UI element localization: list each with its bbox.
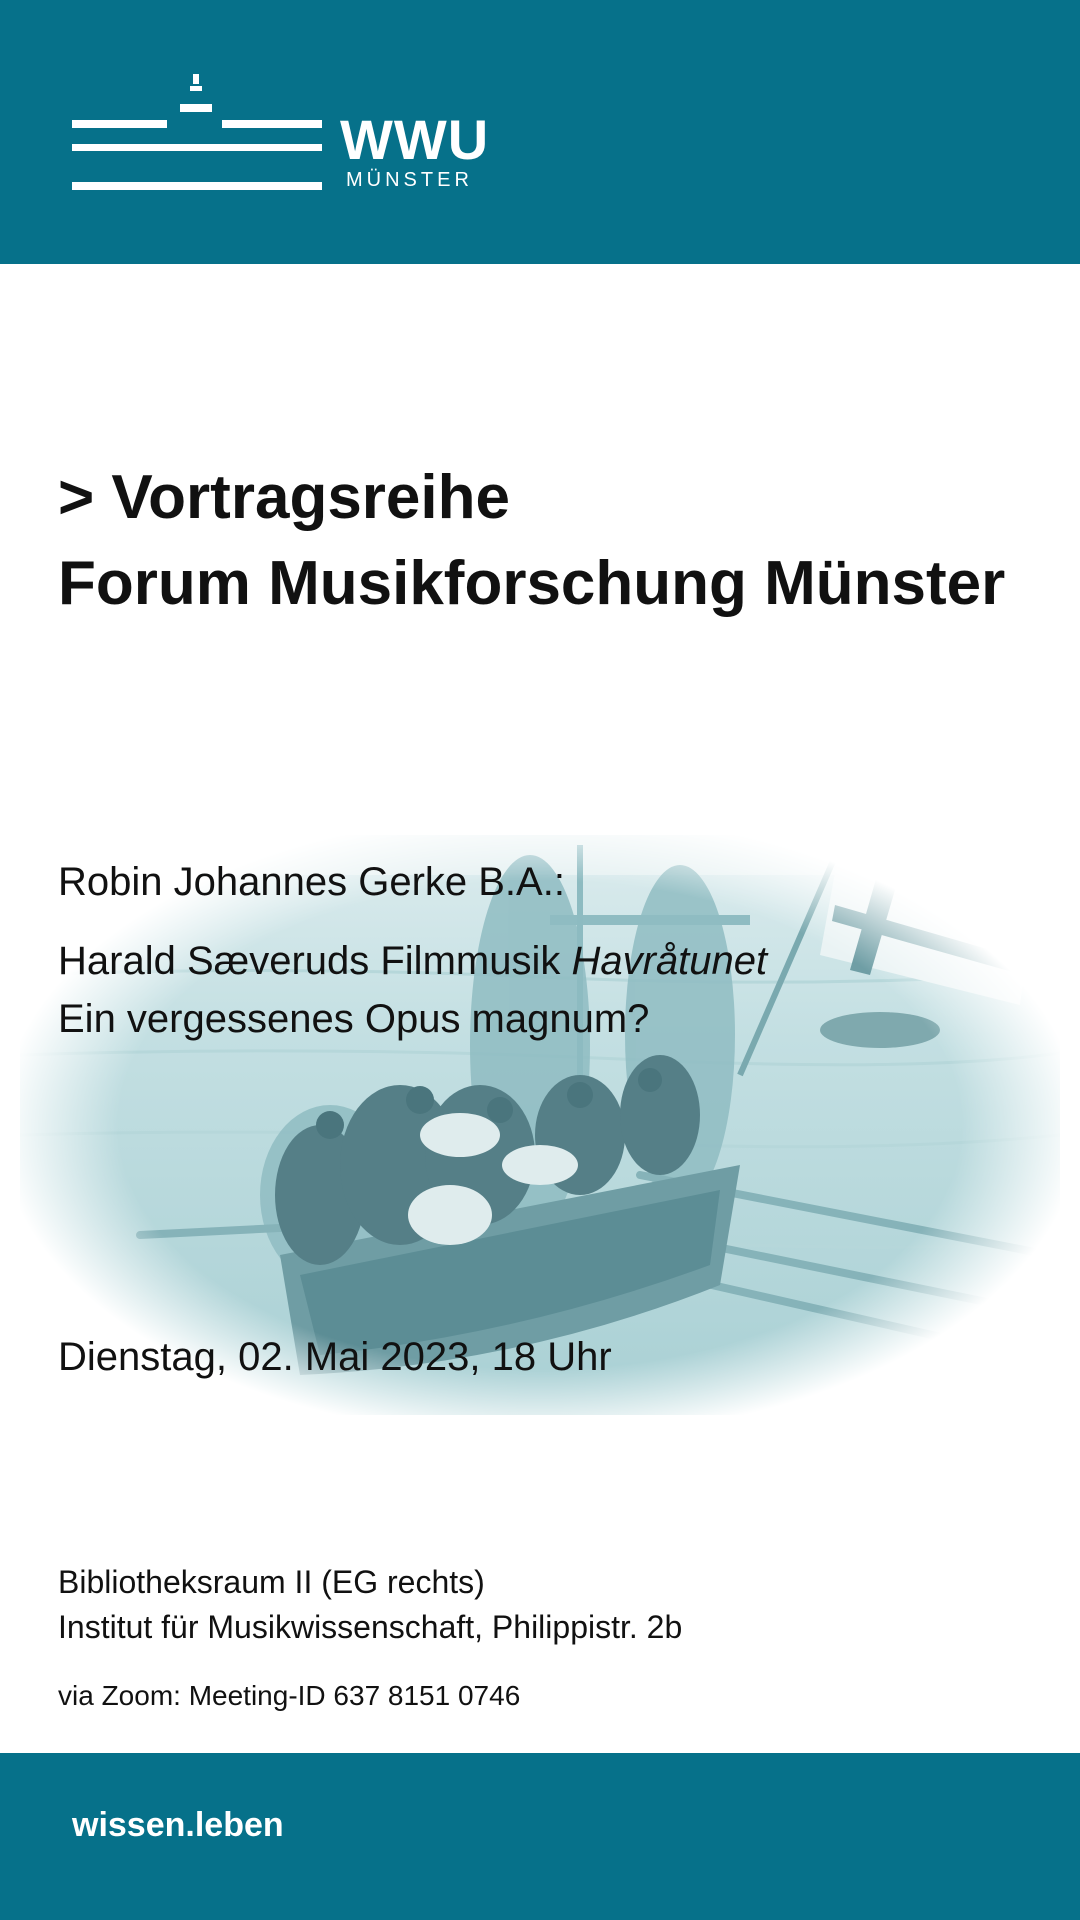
talk-title-line (58, 932, 767, 990)
venue-room: Bibliotheksraum II (EG rechts) (58, 1564, 485, 1600)
university-logo-icon (72, 72, 322, 194)
title-series: > Vortragsreihe (58, 463, 510, 532)
boat-photo-image (20, 835, 1060, 1415)
talk-subtitle: Ein vergessenes Opus magnum? (58, 997, 650, 1041)
talk-work-title: Havråtunet (571, 939, 768, 983)
page-title (58, 455, 1005, 627)
title-forum: Forum Musikforschung Münster (58, 549, 1006, 618)
event-date: Dienstag, 02. Mai 2023, 18 Uhr (58, 1335, 612, 1379)
zoom-info: via Zoom: Meeting-ID 637 8151 0746 (58, 1680, 521, 1711)
venue-address: Institut für Musikwissenschaft, Philippistr. 2b (58, 1609, 683, 1645)
footer-slogan: wissen.leben (72, 1806, 284, 1844)
logo-subtitle: MÜNSTER (346, 169, 473, 191)
speaker-name: Robin Johannes Gerke B.A.: (58, 860, 565, 904)
talk-title-prefix: Harald Sæveruds Filmmusik (58, 939, 561, 983)
header-banner (0, 0, 1080, 264)
logo-wordmark: WWU (340, 108, 490, 171)
footer-banner (0, 1753, 1080, 1920)
venue-block (58, 1560, 682, 1650)
talk-title (58, 932, 767, 1048)
